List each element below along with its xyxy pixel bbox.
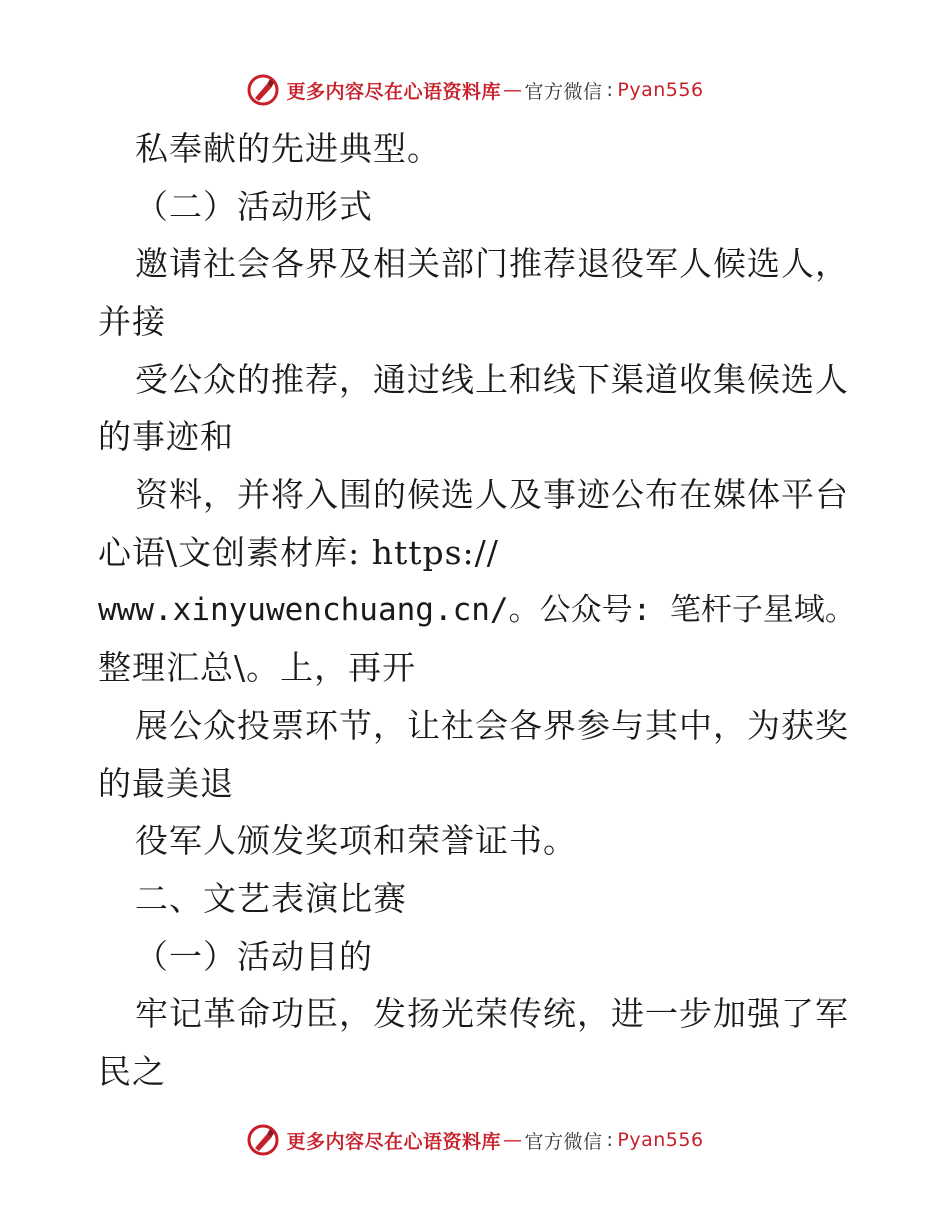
banner-dash: — [502, 1129, 523, 1151]
header-watermark [0, 70, 950, 110]
text-line: 整理汇总\。上，再开 [98, 648, 417, 688]
text-line: 资料，并将入围的候选人及事迹公布在媒体平台 [135, 475, 849, 515]
text-line: 二、文艺表演比赛 [135, 878, 407, 918]
text-line: 展公众投票环节，让社会各界参与其中，为获奖 [135, 705, 849, 745]
banner-wechat-id: Pyan556 [617, 79, 704, 101]
text-line: www.xinyuwenchuang.cn/。公众号: 笔杆子星域。 [98, 591, 856, 628]
text-line: 牢记革命功臣，发扬光荣传统，进一步加强了军 [135, 994, 849, 1034]
banner-separator: : [606, 1129, 614, 1151]
banner-title: 更多内容尽在心语资料库 [286, 1130, 501, 1153]
banner-wechat-id: Pyan556 [617, 1129, 704, 1151]
text-line: 受公众的推荐，通过线上和线下渠道收集候选人 [135, 359, 849, 399]
pen-logo-icon [246, 73, 280, 107]
banner-dash: — [502, 79, 523, 101]
text-line: （二）活动形式 [135, 186, 373, 226]
pen-logo-icon [246, 1123, 280, 1157]
text-line: （一）活动目的 [135, 936, 373, 976]
text-line: 邀请社会各界及相关部门推荐退役军人候选人， [135, 244, 849, 284]
text-line: 并接 [98, 302, 166, 342]
text-line: 民之 [98, 1052, 166, 1091]
text-line: 役军人颁发奖项和荣誉证书。 [135, 821, 577, 861]
banner-title: 更多内容尽在心语资料库 [286, 80, 501, 103]
text-line: 的事迹和 [98, 417, 234, 457]
text-line: 的最美退 [98, 763, 234, 803]
banner-separator: : [606, 79, 614, 101]
document-body [98, 120, 858, 1101]
text-line: 心语\文创素材库: https:// [98, 532, 499, 572]
banner-label: 官方微信 [524, 80, 603, 103]
banner-label: 官方微信 [524, 1130, 603, 1153]
footer-watermark [0, 1120, 950, 1160]
text-line: 私奉献的先进典型。 [135, 129, 441, 168]
